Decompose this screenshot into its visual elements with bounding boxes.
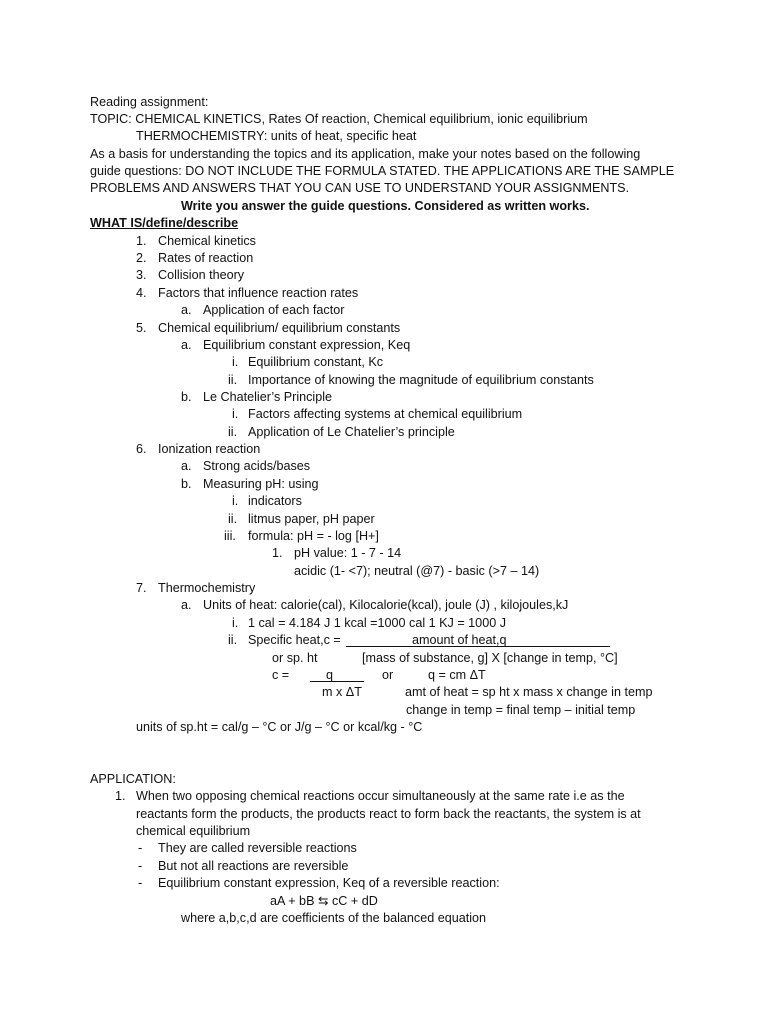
list-roman: ii. <box>228 633 238 647</box>
list-item: Collision theory <box>158 268 245 282</box>
list-roman: ii. <box>228 512 238 526</box>
list-item: Factors affecting systems at chemical equilibrium <box>248 407 523 421</box>
list-roman: i. <box>232 355 239 369</box>
list-letter: b. <box>181 477 192 491</box>
reversible-equation: aA + bB ⇆ cC + dD <box>270 894 378 908</box>
or-label: or <box>382 668 394 682</box>
list-roman: i. <box>232 407 239 421</box>
list-letter: b. <box>181 390 192 404</box>
list-item: 1 cal = 4.184 J 1 kcal =1000 cal 1 KJ = 1000 J <box>248 616 506 630</box>
list-letter: a. <box>181 459 192 473</box>
list-number: 4. <box>136 286 147 300</box>
list-item: Importance of knowing the magnitude of equilibrium constants <box>248 373 594 387</box>
list-item: Factors that influence reaction rates <box>158 286 359 300</box>
list-item: Le Chatelier’s Principle <box>203 390 333 404</box>
list-item: Chemical kinetics <box>158 234 256 248</box>
amount-of-heat-formula: amt of heat = sp ht x mass x change in temp <box>405 685 653 699</box>
application-paragraph-line-3: chemical equilibrium <box>136 824 251 838</box>
written-works-note: Write you answer the guide questions. Considered as written works. <box>181 199 590 213</box>
mass-times-change-denominator: [mass of substance, g] X [change in temp, °C] <box>362 651 618 665</box>
list-number: 7. <box>136 581 147 595</box>
list-number: 5. <box>136 321 147 335</box>
list-letter: a. <box>181 598 192 612</box>
list-roman: ii. <box>228 425 238 439</box>
list-number: 1. <box>272 546 283 560</box>
application-paragraph-line-1: When two opposing chemical reactions occur simultaneously at the same rate i.e as the <box>136 789 625 803</box>
or-sp-ht-label: or sp. ht <box>272 651 318 665</box>
bullet-item: They are called reversible reactions <box>158 841 357 855</box>
list-roman: i. <box>232 616 239 630</box>
list-item: Application of Le Chatelier’s principle <box>248 425 455 439</box>
c-equals: c = <box>272 668 290 682</box>
application-heading: APPLICATION: <box>90 772 176 786</box>
m-delta-t-denominator: m x ΔT <box>322 685 362 699</box>
list-item: Units of heat: calorie(cal), Kilocalorie(kcal), joule (J) , kilojoules,kJ <box>203 598 569 612</box>
ph-scale-description: acidic (1- <7); neutral (@7) - basic (>7 – 14) <box>294 564 540 578</box>
application-paragraph-line-2: reactants form the products, the products react to form back the reactants, the system is at <box>136 807 641 821</box>
bullet-dash: - <box>138 859 143 873</box>
list-item: Rates of reaction <box>158 251 254 265</box>
list-item: indicators <box>248 494 302 508</box>
instructions-line-2: guide questions: DO NOT INCLUDE THE FORMULA STATED. THE APPLICATIONS ARE THE SAMPLE <box>90 164 675 178</box>
list-number: 6. <box>136 442 147 456</box>
list-letter: a. <box>181 303 192 317</box>
list-item: Equilibrium constant, Kc <box>248 355 384 369</box>
reading-assignment-label: Reading assignment: <box>90 95 209 109</box>
change-in-temp-formula: change in temp = final temp – initial temp <box>406 703 636 717</box>
list-item: Chemical equilibrium/ equilibrium constants <box>158 321 401 335</box>
list-item: pH value: 1 - 7 - 14 <box>294 546 402 560</box>
bullet-item: Equilibrium constant expression, Keq of a reversible reaction: <box>158 876 500 890</box>
list-item: Thermochemistry <box>158 581 256 595</box>
instructions-line-1: As a basis for understanding the topics and its application, make your notes based on the following <box>90 147 641 161</box>
topic-line-continued: THERMOCHEMISTRY: units of heat, specific heat <box>136 129 417 143</box>
bullet-dash: - <box>138 841 143 855</box>
list-item: formula: pH = - log [H+] <box>248 529 379 543</box>
fraction-line <box>310 667 364 682</box>
q-formula: q = cm ΔT <box>428 668 486 682</box>
list-roman: ii. <box>228 373 238 387</box>
list-item: Measuring pH: using <box>203 477 319 491</box>
specific-heat-units: units of sp.ht = cal/g – °C or J/g – °C or kcal/kg - °C <box>136 720 423 734</box>
list-item: Equilibrium constant expression, Keq <box>203 338 411 352</box>
list-item: litmus paper, pH paper <box>248 512 375 526</box>
list-number: 2. <box>136 251 147 265</box>
list-number: 1. <box>115 789 126 803</box>
list-roman: iii. <box>224 529 236 543</box>
list-roman: i. <box>232 494 239 508</box>
instructions-line-3: PROBLEMS AND ANSWERS THAT YOU CAN USE TO UNDERSTAND YOUR ASSIGNMENTS. <box>90 181 630 195</box>
list-letter: a. <box>181 338 192 352</box>
coefficients-note: where a,b,c,d are coefficients of the balanced equation <box>181 911 487 925</box>
specific-heat-label: Specific heat,c = <box>248 633 341 647</box>
list-number: 1. <box>136 234 147 248</box>
what-is-heading: WHAT IS/define/describe <box>90 216 239 230</box>
amount-of-heat-numerator: amount of heat,q <box>412 633 507 647</box>
list-item: Application of each factor <box>203 303 345 317</box>
bullet-item: But not all reactions are reversible <box>158 859 349 873</box>
q-numerator: q <box>326 668 334 682</box>
bullet-dash: - <box>138 876 143 890</box>
list-number: 3. <box>136 268 147 282</box>
list-item: Ionization reaction <box>158 442 261 456</box>
list-item: Strong acids/bases <box>203 459 311 473</box>
topic-line: TOPIC: CHEMICAL KINETICS, Rates Of reaction, Chemical equilibrium, ionic equilibrium <box>90 112 588 126</box>
